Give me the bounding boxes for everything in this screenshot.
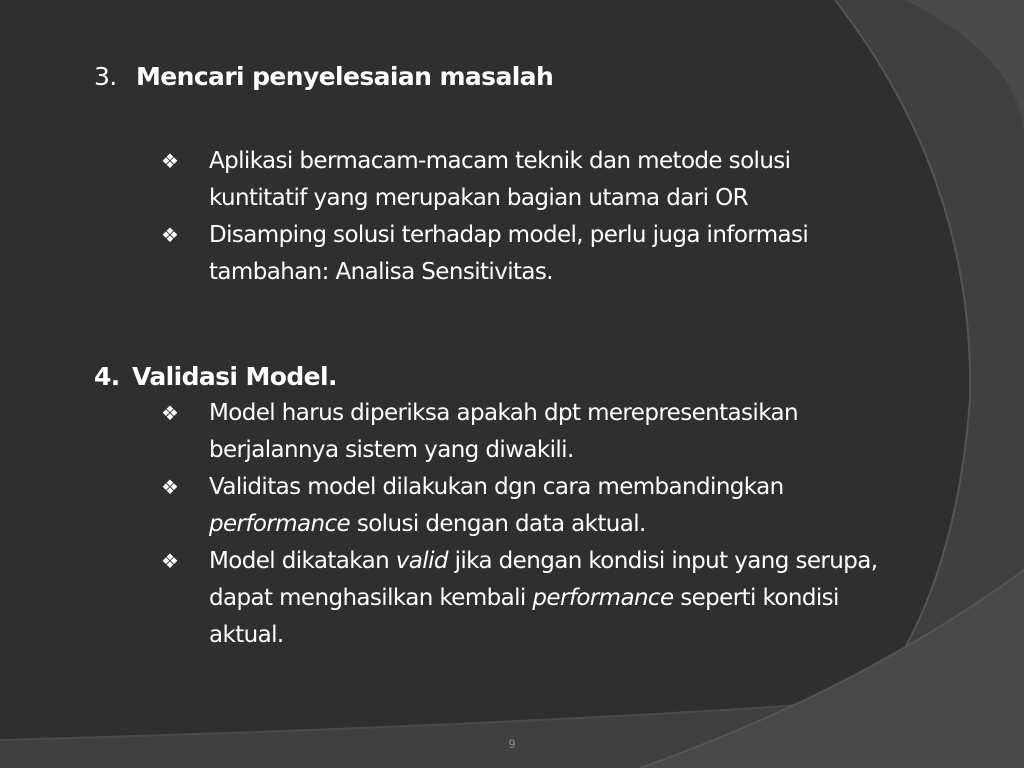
bullet-text-line: tambahan: Analisa Sensitivitas. xyxy=(209,259,554,285)
bullet-text-fragment: solusi dengan data aktual. xyxy=(350,511,646,537)
section-3-bullet-1 xyxy=(161,143,808,217)
diamond-bullet-icon: ❖ xyxy=(161,149,179,173)
section-4-bullet-1 xyxy=(161,395,877,469)
section-3-heading xyxy=(94,62,553,92)
section-4-bullet-list xyxy=(161,395,877,654)
bullet-text-line: aktual. xyxy=(209,622,284,648)
italic-term: valid xyxy=(395,548,448,574)
section-4-bullet-3 xyxy=(161,543,877,654)
section-4-heading xyxy=(94,362,337,392)
bullet-text-fragment: Model dikatakan xyxy=(209,548,396,574)
diamond-bullet-icon: ❖ xyxy=(161,475,179,499)
italic-term: performance xyxy=(532,585,674,611)
section-3-number: 3. xyxy=(94,62,117,91)
section-3-bullet-list xyxy=(161,143,808,291)
bullet-text-line: Aplikasi bermacam-macam teknik dan metode solusi xyxy=(209,148,791,174)
section-3-title: Mencari penyelesaian masalah xyxy=(136,62,554,91)
diamond-bullet-icon: ❖ xyxy=(161,223,179,247)
bullet-text-line: berjalannya sistem yang diwakili. xyxy=(209,437,574,463)
section-3-bullet-2 xyxy=(161,217,808,291)
section-4-number: 4. xyxy=(94,362,120,391)
section-4-title: Validasi Model. xyxy=(132,362,337,391)
bullet-text-fragment: dapat menghasilkan kembali xyxy=(209,585,533,611)
diamond-bullet-icon: ❖ xyxy=(161,549,179,573)
page-number: 9 xyxy=(508,737,516,751)
italic-term: performance xyxy=(209,511,351,537)
bullet-text-fragment: seperti kondisi xyxy=(673,585,839,611)
bullet-text-fragment: jika dengan kondisi input yang serupa, xyxy=(447,548,878,574)
bullet-text-line: Disamping solusi terhadap model, perlu juga informasi xyxy=(209,222,809,248)
bullet-text-line: Model harus diperiksa apakah dpt merepresentasikan xyxy=(209,400,799,426)
bullet-text-line: kuntitatif yang merupakan bagian utama dari OR xyxy=(209,185,748,211)
diamond-bullet-icon: ❖ xyxy=(161,401,179,425)
bullet-text-line: Validitas model dilakukan dgn cara membandingkan xyxy=(209,474,784,500)
section-4-bullet-2 xyxy=(161,469,877,543)
